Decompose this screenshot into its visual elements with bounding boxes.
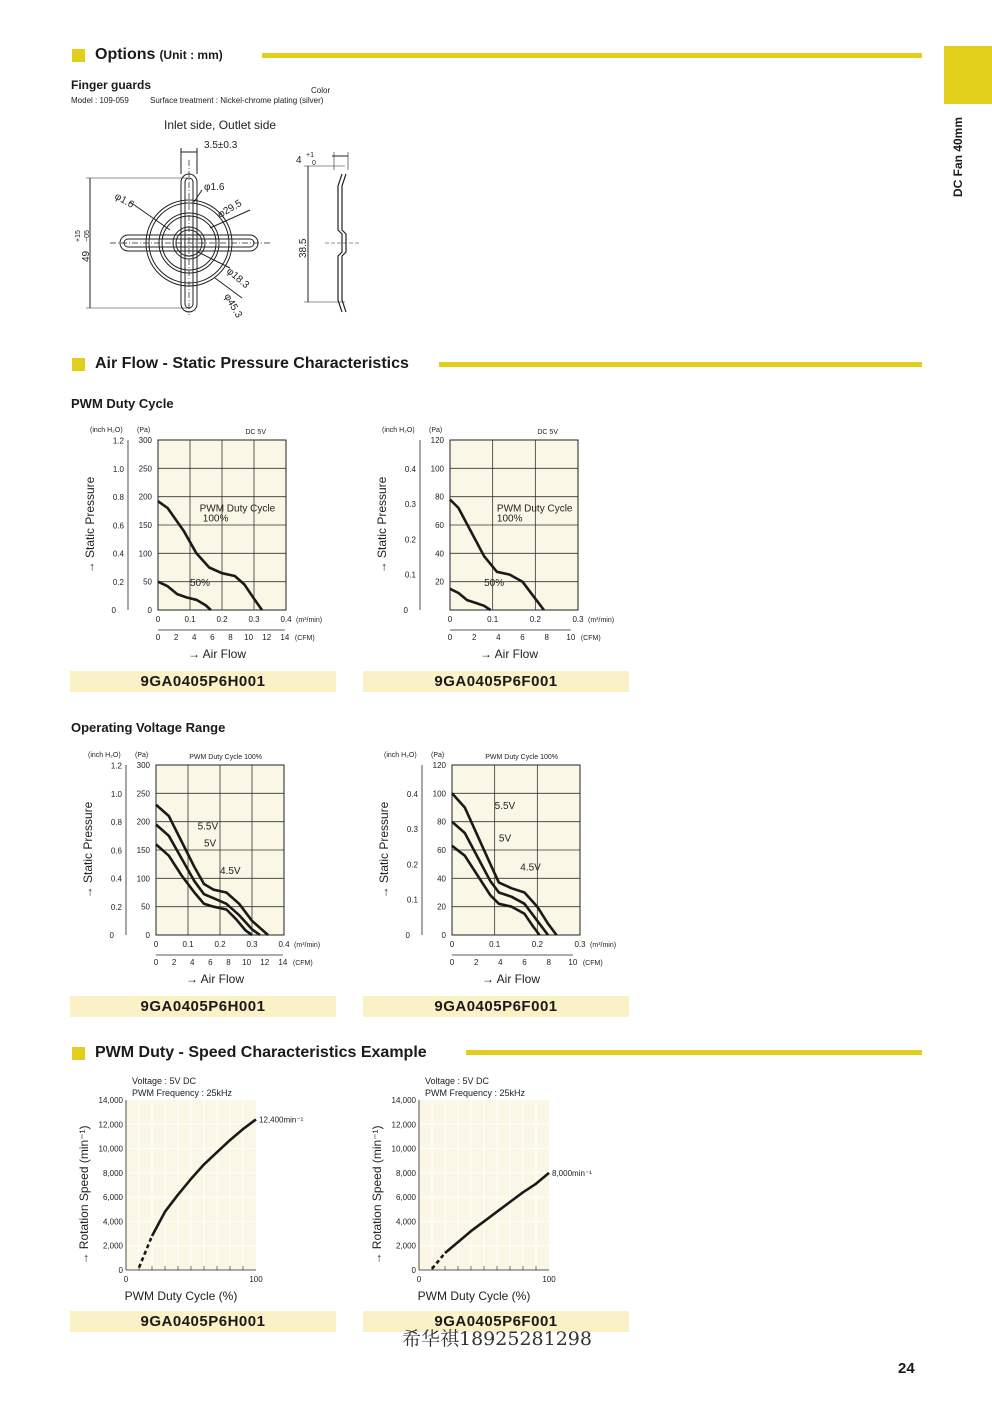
inch-tick-label: 0.8 xyxy=(112,493,124,503)
inch-tick-label: 0.1 xyxy=(406,895,418,905)
inch-tick-label: 0.8 xyxy=(110,818,122,828)
dim-phi453: φ45.3 xyxy=(221,292,244,320)
x-axis-label: → Air Flow xyxy=(479,647,539,661)
y-axis-label: → Static Pressure xyxy=(83,476,97,574)
finger-guards-title: Finger guards xyxy=(71,78,152,92)
dim-49: 49 xyxy=(81,250,92,262)
cfm-tick-label: 8 xyxy=(226,958,231,967)
pa-tick-label: 20 xyxy=(437,902,446,912)
y-tick-label: 12,000 xyxy=(391,1120,416,1130)
inch-tick-label: 1.2 xyxy=(112,436,124,446)
x-unit-m3: (m³/min) xyxy=(588,617,615,624)
inch-tick-label: 0.3 xyxy=(404,500,416,510)
finger-guard-drawing xyxy=(70,130,370,330)
series-label: 100% xyxy=(202,513,229,525)
x-axis-label: → Air Flow xyxy=(185,972,245,986)
inch-tick-label: 0.3 xyxy=(406,825,418,835)
y-tick-label: 4,000 xyxy=(395,1217,416,1227)
m3-tick-label: 0.1 xyxy=(184,615,196,624)
m3-tick-label: 0.3 xyxy=(246,940,258,949)
pa-tick-label: 80 xyxy=(435,492,444,502)
cfm-tick-label: 4 xyxy=(190,958,195,967)
m3-tick-label: 0.1 xyxy=(489,940,501,949)
end-speed-label: 8,000min⁻¹ xyxy=(552,1168,592,1178)
model-line: Model : 109-059 xyxy=(71,96,129,105)
x-tick-label: 0 xyxy=(416,1275,422,1284)
pa-tick-label: 60 xyxy=(435,521,444,530)
cfm-tick-label: 2 xyxy=(171,958,177,967)
speed-chart-h xyxy=(74,1070,344,1306)
pa-tick-label: 300 xyxy=(136,761,150,770)
cfm-tick-label: 14 xyxy=(278,958,288,967)
model-bar-volt-f: 9GA0405P6F001 xyxy=(363,996,629,1017)
dim-49-tol-up: +15 xyxy=(75,230,82,242)
side-tab-label-wrap xyxy=(948,105,968,215)
x-unit-cfm: (CFM) xyxy=(294,635,315,642)
x-unit-cfm: (CFM) xyxy=(292,960,313,967)
cfm-tick-label: 2 xyxy=(471,633,477,642)
y-unit-pa: (Pa) xyxy=(137,427,151,434)
inch-tick-label: 1.0 xyxy=(110,789,122,799)
dim-phi16-b: φ1.6 xyxy=(112,191,136,211)
airflow-chart-volt-h xyxy=(80,743,342,988)
m3-tick-label: 0 xyxy=(447,615,453,624)
pa-tick-label: 0 xyxy=(145,931,150,940)
m3-tick-label: 0.2 xyxy=(531,940,543,949)
pa-tick-label: 100 xyxy=(138,549,152,559)
cfm-tick-label: 12 xyxy=(262,633,272,642)
end-speed-label: 12,400min⁻¹ xyxy=(259,1115,304,1125)
inch-tick-label: 0.4 xyxy=(112,549,124,559)
cfm-tick-label: 8 xyxy=(546,958,551,967)
speed-title-text: PWM Duty - Speed Characteristics Example xyxy=(95,1044,427,1061)
cfm-tick-label: 0 xyxy=(153,958,159,967)
inch-tick-label: 0.2 xyxy=(404,535,416,545)
cfm-tick-label: 8 xyxy=(544,633,549,642)
y-axis-label: → Rotation Speed (min⁻¹) xyxy=(370,1125,384,1265)
pa-tick-label: 50 xyxy=(141,902,150,912)
y-tick-label: 10,000 xyxy=(391,1144,416,1154)
x-axis-label: → Air Flow xyxy=(187,647,247,661)
dim-phi295: φ29.5 xyxy=(216,198,244,221)
speed-section-title xyxy=(72,1044,427,1062)
model-bar-pwm-f: 9GA0405P6F001 xyxy=(363,671,629,692)
inch-tick-label: 1.0 xyxy=(112,464,124,474)
x-unit-m3: (m³/min) xyxy=(296,617,323,624)
model-bar-speed-h: 9GA0405P6H001 xyxy=(70,1311,336,1332)
cfm-tick-label: 0 xyxy=(155,633,161,642)
x-unit-cfm: (CFM) xyxy=(582,960,603,967)
speed-section-line xyxy=(466,1050,922,1055)
y-tick-label: 14,000 xyxy=(98,1096,123,1105)
x-unit-m3: (m³/min) xyxy=(590,942,617,949)
inch-tick-label: 0.6 xyxy=(110,846,122,856)
cfm-tick-label: 6 xyxy=(520,633,525,642)
dim-phi16-a: φ1.6 xyxy=(204,182,225,193)
options-section-line xyxy=(262,53,922,58)
y-tick-label: 0 xyxy=(411,1266,416,1275)
pa-tick-label: 250 xyxy=(138,464,152,474)
m3-tick-label: 0.4 xyxy=(278,940,290,949)
x-axis-label: → Air Flow xyxy=(481,972,541,986)
inlet-outlet-label: Inlet side, Outlet side xyxy=(164,118,277,132)
pa-tick-label: 20 xyxy=(435,577,444,587)
series-label: 100% xyxy=(496,513,523,525)
m3-tick-label: 0 xyxy=(155,615,161,624)
cfm-tick-label: 10 xyxy=(566,633,576,642)
chart-note: PWM Duty Cycle 100% xyxy=(189,754,262,761)
pa-tick-label: 300 xyxy=(138,436,152,445)
y-unit-inch: (inch H₂O) xyxy=(382,427,415,434)
y-tick-label: 8,000 xyxy=(102,1168,123,1178)
series-label: 50% xyxy=(190,578,211,590)
y-tick-label: 2,000 xyxy=(395,1241,416,1251)
section-marker xyxy=(72,358,85,371)
series-label: PWM Duty Cycle xyxy=(199,503,276,515)
cfm-tick-label: 6 xyxy=(208,958,213,967)
y-tick-label: 10,000 xyxy=(98,1144,123,1154)
series-label: 5.5V xyxy=(494,801,516,813)
y-unit-inch: (inch H₂O) xyxy=(88,752,121,759)
airflow-section-title xyxy=(72,355,409,373)
series-label: 5.5V xyxy=(197,821,219,833)
inch-tick-label: 1.2 xyxy=(110,761,122,771)
pwm-duty-subtitle: PWM Duty Cycle xyxy=(71,396,174,411)
y-unit-pa: (Pa) xyxy=(429,427,443,434)
inch-tick-label: 0.2 xyxy=(110,902,122,912)
options-section-title xyxy=(72,46,223,64)
inch-tick-label: 0.6 xyxy=(112,521,124,531)
pa-tick-label: 100 xyxy=(430,464,444,474)
voltage-label: Voltage : 5V DC xyxy=(132,1076,197,1086)
series-label: 50% xyxy=(484,578,505,590)
airflow-chart-pwm-f xyxy=(374,418,634,663)
cfm-tick-label: 10 xyxy=(242,958,252,967)
pa-tick-label: 40 xyxy=(437,874,446,884)
cfm-tick-label: 10 xyxy=(244,633,254,642)
y-axis-label: → Static Pressure xyxy=(377,801,391,899)
pa-tick-label: 120 xyxy=(430,436,444,445)
inch-tick-label: 0 xyxy=(111,606,116,615)
side-tab xyxy=(944,46,992,104)
inch-tick-label: 0 xyxy=(403,606,408,615)
inch-tick-label: 0.4 xyxy=(110,874,122,884)
options-unit: (Unit : mm) xyxy=(159,48,223,62)
cfm-tick-label: 4 xyxy=(192,633,197,642)
y-unit-pa: (Pa) xyxy=(135,752,149,759)
frequency-label: PWM Frequency : 25kHz xyxy=(132,1088,233,1098)
series-label: 5V xyxy=(498,833,512,845)
m3-tick-label: 0.2 xyxy=(529,615,541,624)
chart-note: DC 5V xyxy=(537,429,558,436)
m3-tick-label: 0 xyxy=(449,940,455,949)
surface-line: Surface treatment : Nickel-chrome plating (silver) xyxy=(150,96,324,105)
dim-385: 38.5 xyxy=(298,238,309,258)
x-unit-cfm: (CFM) xyxy=(580,635,601,642)
pa-tick-label: 0 xyxy=(147,606,152,615)
pa-tick-label: 200 xyxy=(138,492,152,502)
y-tick-label: 8,000 xyxy=(395,1168,416,1178)
model-bar-speed-f: 9GA0405P6F001 xyxy=(363,1311,629,1332)
model-bar-pwm-h: 9GA0405P6H001 xyxy=(70,671,336,692)
airflow-title-text: Air Flow - Static Pressure Characteristics xyxy=(95,355,409,372)
x-axis-label: PWM Duty Cycle (%) xyxy=(417,1289,531,1303)
dim-width: 3.5±0.3 xyxy=(204,140,238,151)
y-tick-label: 4,000 xyxy=(102,1217,123,1227)
cfm-tick-label: 0 xyxy=(449,958,455,967)
pa-tick-label: 150 xyxy=(136,846,150,855)
y-tick-label: 12,000 xyxy=(98,1120,123,1130)
series-label: 4.5V xyxy=(520,862,541,874)
x-tick-label: 100 xyxy=(542,1275,556,1284)
series-label: 4.5V xyxy=(220,865,241,877)
pa-tick-label: 40 xyxy=(435,549,444,559)
pa-tick-label: 0 xyxy=(441,931,446,940)
x-axis-label: PWM Duty Cycle (%) xyxy=(124,1289,238,1303)
dim-4-tol-up: +1 xyxy=(306,152,314,159)
y-axis-label: → Static Pressure xyxy=(81,801,95,899)
airflow-chart-pwm-h xyxy=(82,418,342,663)
inch-tick-label: 0.4 xyxy=(404,464,416,474)
chart-note: PWM Duty Cycle 100% xyxy=(485,754,558,761)
y-tick-label: 6,000 xyxy=(102,1193,123,1203)
airflow-section-line xyxy=(439,362,922,367)
pa-tick-label: 50 xyxy=(143,577,152,587)
y-unit-inch: (inch H₂O) xyxy=(384,752,417,759)
inch-tick-label: 0 xyxy=(405,931,410,940)
y-tick-label: 2,000 xyxy=(102,1241,123,1251)
chart-note: DC 5V xyxy=(245,429,266,436)
y-unit-pa: (Pa) xyxy=(431,752,445,759)
cfm-tick-label: 2 xyxy=(173,633,179,642)
x-tick-label: 0 xyxy=(123,1275,129,1284)
section-marker xyxy=(72,49,85,62)
x-tick-label: 100 xyxy=(249,1275,263,1284)
m3-tick-label: 0.4 xyxy=(280,615,292,624)
m3-tick-label: 0.3 xyxy=(574,940,586,949)
x-unit-m3: (m³/min) xyxy=(294,942,321,949)
inch-tick-label: 0.1 xyxy=(404,570,416,580)
frequency-label: PWM Frequency : 25kHz xyxy=(425,1088,526,1098)
inch-tick-label: 0.2 xyxy=(406,860,418,870)
inch-tick-label: 0.2 xyxy=(112,577,124,587)
pa-tick-label: 200 xyxy=(136,817,150,827)
y-axis-label: → Rotation Speed (min⁻¹) xyxy=(77,1125,91,1265)
cfm-tick-label: 6 xyxy=(522,958,527,967)
cfm-tick-label: 8 xyxy=(228,633,233,642)
cfm-tick-label: 0 xyxy=(447,633,453,642)
m3-tick-label: 0.3 xyxy=(248,615,260,624)
series-label: 5V xyxy=(204,838,217,850)
cfm-tick-label: 4 xyxy=(496,633,501,642)
section-marker xyxy=(72,1047,85,1060)
color-label: Color xyxy=(311,86,331,95)
speed-chart-f xyxy=(367,1070,637,1306)
dim-4: 4 xyxy=(296,155,302,166)
y-unit-inch: (inch H₂O) xyxy=(90,427,123,434)
cfm-tick-label: 2 xyxy=(473,958,479,967)
m3-tick-label: 0.1 xyxy=(182,940,194,949)
m3-tick-label: 0.2 xyxy=(216,615,228,624)
watermark-text: 希华祺18925281298 xyxy=(402,1328,592,1350)
dim-phi183: φ18.3 xyxy=(224,265,252,291)
cfm-tick-label: 12 xyxy=(260,958,270,967)
series-label: PWM Duty Cycle xyxy=(496,503,573,515)
dim-4-tol-dn: 0 xyxy=(312,160,316,167)
cfm-tick-label: 4 xyxy=(498,958,503,967)
voltage-label: Voltage : 5V DC xyxy=(425,1076,490,1086)
airflow-chart-volt-f xyxy=(376,743,636,988)
pa-tick-label: 100 xyxy=(432,789,446,799)
options-title-text: Options xyxy=(95,46,156,63)
side-tab-label: DC Fan 40mm xyxy=(951,116,965,198)
cfm-tick-label: 6 xyxy=(210,633,215,642)
inch-tick-label: 0.4 xyxy=(406,789,418,799)
y-tick-label: 0 xyxy=(118,1266,123,1275)
y-tick-label: 6,000 xyxy=(395,1193,416,1203)
inch-tick-label: 0 xyxy=(109,931,114,940)
operating-voltage-subtitle: Operating Voltage Range xyxy=(71,720,226,735)
model-bar-volt-h: 9GA0405P6H001 xyxy=(70,996,336,1017)
y-tick-label: 14,000 xyxy=(391,1096,416,1105)
m3-tick-label: 0.2 xyxy=(214,940,226,949)
pa-tick-label: 250 xyxy=(136,789,150,799)
pa-tick-label: 120 xyxy=(432,761,446,770)
m3-tick-label: 0.3 xyxy=(572,615,584,624)
pa-tick-label: 100 xyxy=(136,874,150,884)
pa-tick-label: 60 xyxy=(437,846,446,855)
m3-tick-label: 0.1 xyxy=(487,615,499,624)
pa-tick-label: 150 xyxy=(138,521,152,530)
cfm-tick-label: 10 xyxy=(568,958,578,967)
pa-tick-label: 80 xyxy=(437,817,446,827)
dim-49-tol-dn: −05 xyxy=(84,230,91,242)
m3-tick-label: 0 xyxy=(153,940,159,949)
y-axis-label: → Static Pressure xyxy=(375,476,389,574)
page-number: 24 xyxy=(898,1360,915,1377)
cfm-tick-label: 14 xyxy=(280,633,290,642)
